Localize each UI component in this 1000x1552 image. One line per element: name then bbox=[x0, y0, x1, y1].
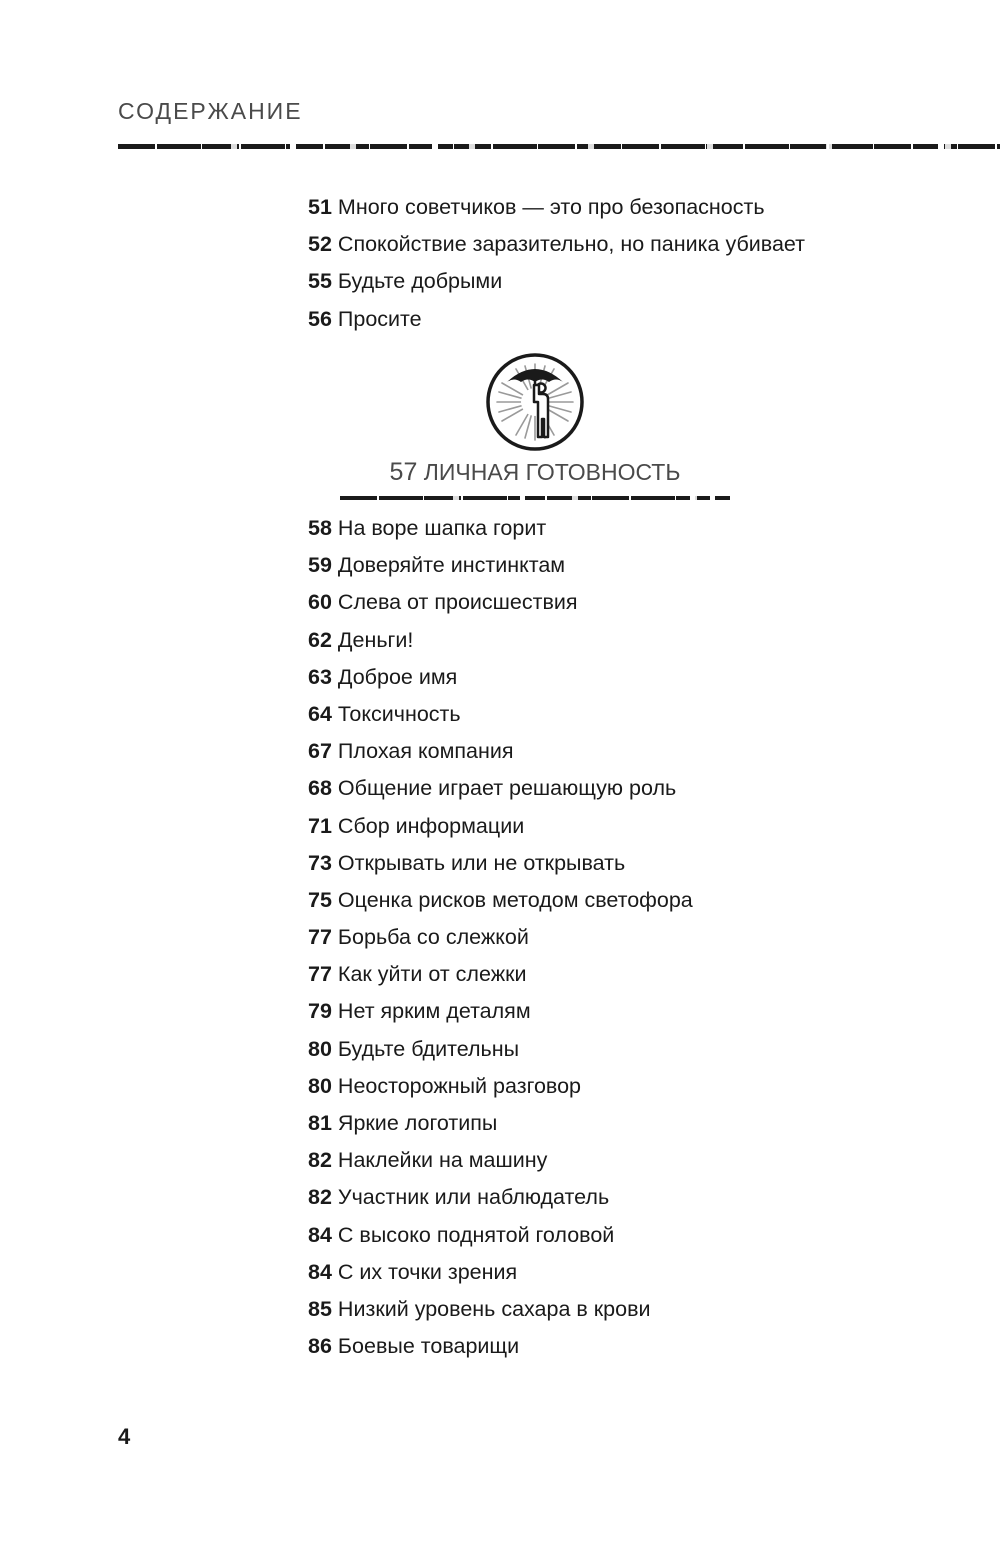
toc-entry-title: Спокойствие заразительно, но паника убивает bbox=[337, 232, 805, 257]
toc-entry-title: Много советчиков — это про безопасность bbox=[337, 195, 765, 219]
toc-entry[interactable] bbox=[308, 993, 693, 1030]
toc-entry-title: Общение играет решающую роль bbox=[337, 776, 677, 801]
toc-entry[interactable] bbox=[308, 919, 693, 956]
section-page-number: 57 bbox=[389, 458, 418, 486]
header-rule-gap bbox=[432, 141, 438, 152]
toc-entry[interactable] bbox=[308, 1105, 693, 1142]
toc-page-number: 64 bbox=[308, 701, 332, 726]
toc-entry-title: Низкий уровень сахара в крови bbox=[337, 1296, 651, 1321]
toc-entry-title: Деньги! bbox=[337, 627, 414, 652]
toc-page-number: 80 bbox=[308, 1036, 332, 1061]
toc-entry-title: Борьба со слежкой bbox=[337, 925, 529, 950]
toc-entry[interactable] bbox=[308, 733, 693, 770]
toc-entry[interactable] bbox=[308, 1031, 693, 1068]
toc-entry[interactable] bbox=[308, 226, 805, 263]
toc-entry[interactable] bbox=[308, 770, 693, 807]
page-number: 4 bbox=[118, 1424, 131, 1449]
toc-entry[interactable] bbox=[308, 263, 805, 300]
section-title: ЛИЧНАЯ ГОТОВНОСТЬ bbox=[423, 459, 681, 485]
toc-entry[interactable] bbox=[308, 882, 693, 919]
toc-page-number: 77 bbox=[308, 925, 332, 950]
toc-list-bottom bbox=[308, 510, 693, 1365]
toc-entry[interactable] bbox=[308, 584, 693, 621]
toc-entry[interactable] bbox=[308, 1254, 693, 1291]
toc-entry[interactable] bbox=[308, 1179, 693, 1216]
section-rule-gap bbox=[520, 494, 525, 502]
toc-page-number: 79 bbox=[308, 999, 332, 1024]
toc-page-number: 51 bbox=[308, 195, 332, 219]
toc-entry[interactable] bbox=[308, 1217, 693, 1254]
toc-page-number: 67 bbox=[308, 739, 332, 764]
toc-page-number: 73 bbox=[308, 850, 332, 875]
section-rule-gap bbox=[710, 494, 715, 502]
toc-entry-title: Просите bbox=[337, 306, 422, 331]
toc-page-number: 55 bbox=[308, 269, 332, 294]
toc-entry-title: Как уйти от слежки bbox=[337, 962, 527, 987]
toc-page-number: 82 bbox=[308, 1185, 332, 1210]
toc-entry[interactable] bbox=[308, 845, 693, 882]
toc-entry[interactable] bbox=[308, 547, 693, 584]
toc-entry[interactable] bbox=[308, 659, 693, 696]
toc-page-number: 85 bbox=[308, 1296, 332, 1321]
toc-entry-title: Будьте добрыми bbox=[337, 269, 503, 294]
toc-page-number: 82 bbox=[308, 1148, 332, 1173]
toc-entry-title: Участник или наблюдатель bbox=[337, 1185, 610, 1210]
toc-entry-title: Плохая компания bbox=[337, 739, 514, 764]
header-rule bbox=[118, 144, 1000, 149]
toc-entry[interactable] bbox=[308, 1068, 693, 1105]
toc-entry[interactable] bbox=[308, 1142, 693, 1179]
toc-entry[interactable] bbox=[308, 1328, 693, 1365]
toc-page-number: 63 bbox=[308, 664, 332, 689]
toc-list-top bbox=[308, 189, 805, 338]
section-rule-gap bbox=[690, 494, 695, 502]
toc-entry-title: Доверяйте инстинктам bbox=[337, 553, 566, 578]
toc-entry-title: Оценка рисков методом светофора bbox=[337, 887, 693, 912]
section-heading[interactable] bbox=[340, 458, 730, 487]
toc-page-number: 80 bbox=[308, 1073, 332, 1098]
toc-page-number: 56 bbox=[308, 306, 332, 331]
toc-entry-title: Нет ярким деталям bbox=[337, 999, 531, 1024]
toc-page-number: 71 bbox=[308, 813, 332, 838]
toc-entry-title: Открывать или не открывать bbox=[337, 850, 626, 875]
toc-entry[interactable] bbox=[308, 510, 693, 547]
toc-entry-title: С их точки зрения bbox=[337, 1259, 518, 1284]
toc-page-number: 68 bbox=[308, 776, 332, 801]
toc-page-number: 58 bbox=[308, 516, 332, 540]
toc-entry-title: На воре шапка горит bbox=[337, 516, 547, 540]
toc-page-number: 52 bbox=[308, 232, 332, 257]
toc-entry[interactable] bbox=[308, 808, 693, 845]
toc-entry[interactable] bbox=[308, 301, 805, 338]
toc-entry[interactable] bbox=[308, 622, 693, 659]
toc-page-number: 59 bbox=[308, 553, 332, 578]
toc-entry-title: Токсичность bbox=[337, 701, 461, 726]
toc-entry-title: Слева от происшествия bbox=[337, 590, 578, 615]
page-header: СОДЕРЖАНИЕ bbox=[118, 98, 303, 124]
toc-entry-title: Неосторожный разговор bbox=[337, 1073, 581, 1098]
umbrella-person-icon bbox=[485, 352, 585, 452]
toc-entry-title: Наклейки на машину bbox=[337, 1148, 548, 1173]
toc-page-number: 81 bbox=[308, 1111, 332, 1135]
toc-entry[interactable] bbox=[308, 189, 805, 226]
toc-entry-title: Доброе имя bbox=[337, 664, 458, 689]
toc-page-number: 62 bbox=[308, 627, 332, 652]
toc-page-number: 84 bbox=[308, 1222, 332, 1247]
toc-page-number: 86 bbox=[308, 1334, 332, 1359]
toc-entry[interactable] bbox=[308, 1291, 693, 1328]
toc-entry-title: С высоко поднятой головой bbox=[337, 1222, 615, 1247]
toc-entry-title: Сбор информации bbox=[337, 813, 525, 838]
toc-entry[interactable] bbox=[308, 696, 693, 733]
toc-entry-title: Яркие логотипы bbox=[337, 1111, 498, 1135]
toc-page-number: 60 bbox=[308, 590, 332, 615]
header-rule-gap bbox=[938, 141, 944, 152]
toc-page-number: 77 bbox=[308, 962, 332, 987]
toc-entry-title: Боевые товарищи bbox=[337, 1334, 520, 1359]
section-rule bbox=[340, 496, 730, 500]
toc-page-number: 75 bbox=[308, 887, 332, 912]
header-rule-gap bbox=[290, 141, 296, 152]
toc-entry[interactable] bbox=[308, 956, 693, 993]
toc-page-number: 84 bbox=[308, 1259, 332, 1284]
toc-entry-title: Будьте бдительны bbox=[337, 1036, 520, 1061]
